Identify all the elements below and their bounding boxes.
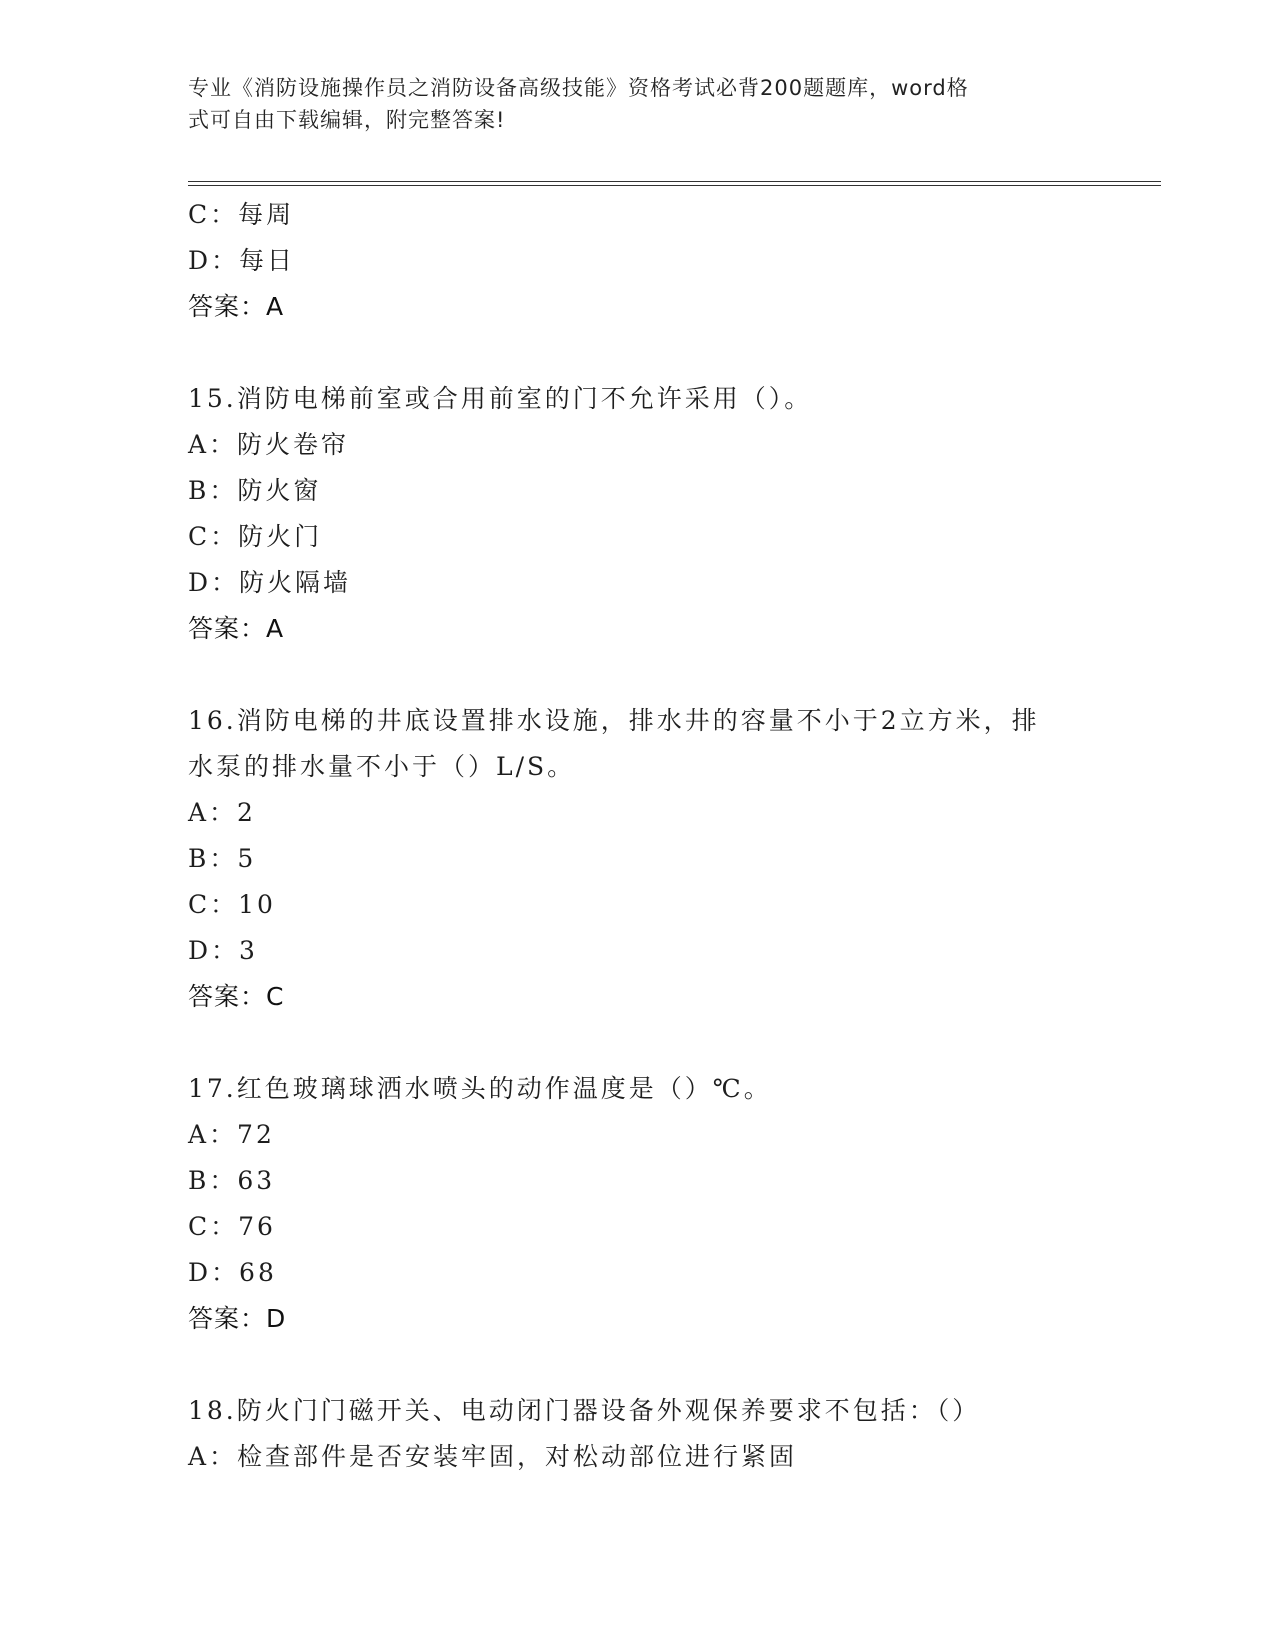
option-c: C：76	[188, 1212, 276, 1241]
question-18	[188, 1388, 1088, 1480]
option-c: C：10	[188, 890, 276, 919]
answer-label: 答案：A	[188, 292, 285, 321]
document-header	[188, 72, 1088, 136]
option-c: C：防火门	[188, 522, 323, 551]
option-a: A：2	[188, 798, 256, 827]
option-c: C：每周	[188, 200, 295, 229]
option-d: D：防火隔墙	[188, 568, 352, 597]
answer-label: 答案：D	[188, 1304, 287, 1333]
question-15	[188, 376, 1088, 652]
answer-label: 答案：A	[188, 614, 285, 643]
answer-label: 答案：C	[188, 982, 285, 1011]
question-14-continued	[188, 192, 1088, 330]
header-line-2: 式可自由下载编辑，附完整答案!	[188, 108, 506, 132]
question-text: 17.红色玻璃球洒水喷头的动作温度是（）℃。	[188, 1074, 772, 1103]
question-text: 18.防火门门磁开关、电动闭门器设备外观保养要求不包括：（）	[188, 1396, 981, 1425]
option-b: B：防火窗	[188, 476, 322, 505]
option-d: D：68	[188, 1258, 277, 1287]
option-a: A：72	[188, 1120, 275, 1149]
option-d: D：3	[188, 936, 258, 965]
header-divider-top	[188, 181, 1161, 182]
question-text: 16.消防电梯的井底设置排水设施，排水井的容量不小于2立方米，排	[188, 706, 1040, 735]
option-d: D：每日	[188, 246, 296, 275]
question-text: 15.消防电梯前室或合用前室的门不允许采用（）。	[188, 384, 813, 413]
option-b: B：63	[188, 1166, 276, 1195]
option-a: A：检查部件是否安装牢固，对松动部位进行紧固	[188, 1442, 798, 1471]
option-a: A：防火卷帘	[188, 430, 350, 459]
question-text-continued: 水泵的排水量不小于（）L/S。	[188, 752, 576, 781]
question-list	[188, 192, 1088, 1480]
header-line-1: 专业《消防设施操作员之消防设备高级技能》资格考试必背200题题库，word格	[188, 76, 969, 100]
option-b: B：5	[188, 844, 257, 873]
header-divider-bottom	[188, 185, 1161, 186]
question-16	[188, 698, 1088, 1020]
question-17	[188, 1066, 1088, 1342]
